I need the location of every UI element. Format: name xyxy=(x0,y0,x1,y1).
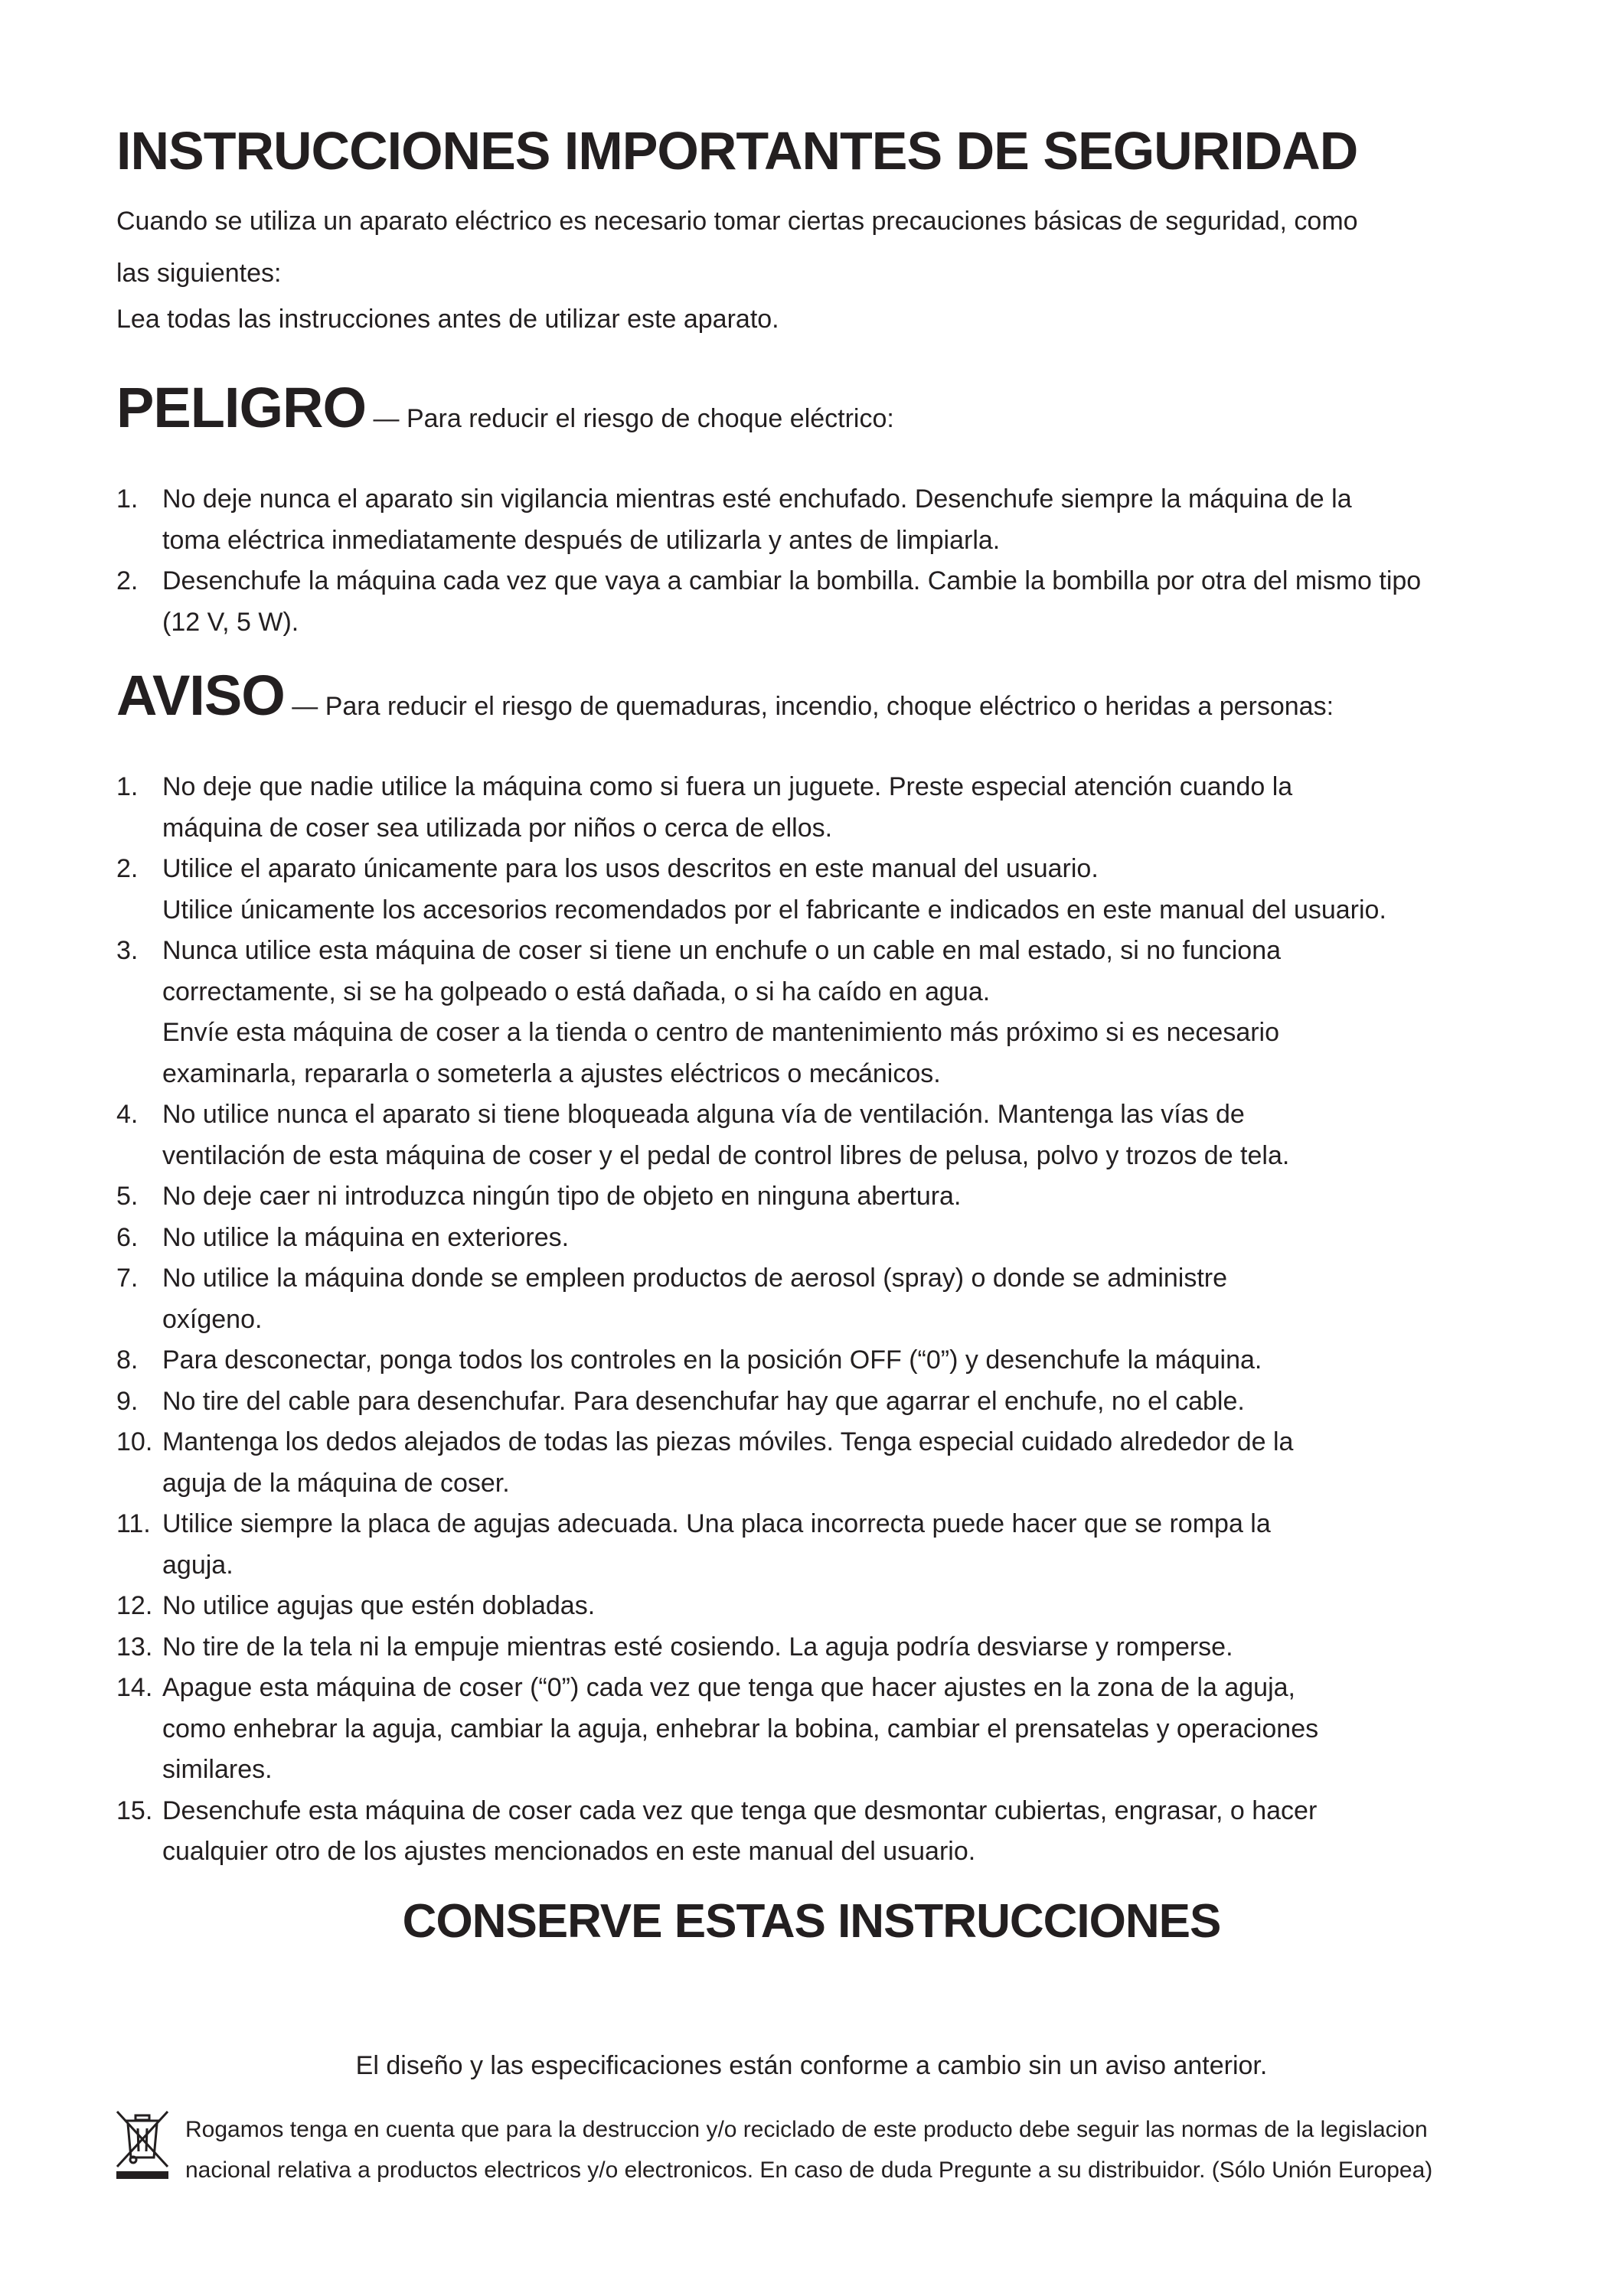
list-item-text: aguja de la máquina de coser. xyxy=(162,1468,510,1498)
list-item-text: máquina de coser sea utilizada por niños o cerca de ellos. xyxy=(162,813,833,843)
list-item xyxy=(0,1504,1386,1586)
list-item-text: No deje nunca el aparato sin vigilancia mientras esté enchufado. Desenchufe siempre la máquina de la xyxy=(162,484,1352,514)
disposal-notice xyxy=(185,2109,1432,2190)
warning-list xyxy=(0,767,1386,1873)
list-item-text: como enhebrar la aguja, cambiar la aguja, enhebrar la bobina, cambiar el prensatelas y operaciones xyxy=(162,1714,1319,1743)
list-item-number: 1. xyxy=(116,772,139,801)
list-item-number: 3. xyxy=(116,936,139,965)
list-item xyxy=(0,1340,1386,1381)
list-item-number: 9. xyxy=(116,1386,139,1416)
list-item xyxy=(0,1218,1386,1259)
list-item xyxy=(0,849,1386,931)
list-item-number: 10. xyxy=(116,1427,153,1456)
list-item-text: No tire del cable para desenchufar. Para desenchufar hay que agarrar el enchufe, no el cable. xyxy=(162,1386,1245,1416)
list-item xyxy=(0,1176,1386,1218)
list-item-text: Desenchufe esta máquina de coser cada vez que tenga que desmontar cubiertas, engrasar, o hacer xyxy=(162,1795,1318,1825)
list-item-text: oxígeno. xyxy=(162,1304,263,1334)
list-item-number: 12. xyxy=(116,1591,153,1620)
list-item-text: No utilice agujas que estén dobladas. xyxy=(162,1591,596,1620)
list-item xyxy=(0,767,1386,849)
list-item-number: 6. xyxy=(116,1222,139,1252)
list-item-number: 2. xyxy=(116,854,139,883)
list-item-text: examinarla, repararla o someterla a ajustes eléctricos o mecánicos. xyxy=(162,1058,941,1088)
list-item-text: cualquier otro de los ajustes mencionados en este manual del usuario. xyxy=(162,1837,976,1866)
disposal-line-2: nacional relativa a productos electricos y/o electronicos. En caso de duda Pregunte a su distribuidor. (Sólo Unión Europea) xyxy=(185,2157,1433,2183)
warning-subtitle: — Para reducir el riesgo de quemaduras, incendio, choque eléctrico o heridas a personas: xyxy=(284,692,1334,721)
list-item-text: Apague esta máquina de coser (“0”) cada vez que tenga que hacer ajustes en la zona de la aguja, xyxy=(162,1673,1295,1702)
intro-line-2: las siguientes: xyxy=(116,259,282,288)
list-item-number: 1. xyxy=(116,484,139,514)
page-title: INSTRUCCIONES IMPORTANTES DE SEGURIDAD xyxy=(116,121,1358,181)
spec-note: El diseño y las especificaciones están conforme a cambio sin un aviso anterior. xyxy=(355,2051,1268,2080)
list-item-text: Para desconectar, ponga todos los controles en la posición OFF (“0”) y desenchufe la máquina. xyxy=(162,1345,1262,1375)
disposal-line-1: Rogamos tenga en cuenta que para la destruccion y/o reciclado de este producto debe seguir las normas de la legislacion xyxy=(185,2117,1428,2142)
list-item-number: 4. xyxy=(116,1100,139,1129)
list-item-text: No utilice nunca el aparato si tiene bloqueada alguna vía de ventilación. Mantenga las vías de xyxy=(162,1100,1245,1129)
list-item-text: Utilice el aparato únicamente para los usos descritos en este manual del usuario. xyxy=(162,854,1099,883)
list-item-number: 15. xyxy=(116,1795,153,1825)
warning-heading-row xyxy=(116,664,1334,727)
danger-list xyxy=(0,479,1421,643)
list-item-number: 11. xyxy=(116,1509,151,1538)
list-item-text: Desenchufe la máquina cada vez que vaya a cambiar la bombilla. Cambie la bombilla por otra del mismo tipo xyxy=(162,566,1422,595)
list-item-text: Utilice siempre la placa de agujas adecuada. Una placa incorrecta puede hacer que se rompa la xyxy=(162,1509,1271,1538)
list-item-text: No utilice la máquina donde se empleen productos de aerosol (spray) o donde se administre xyxy=(162,1264,1228,1293)
list-item xyxy=(0,1586,1386,1627)
list-item-text: No utilice la máquina en exteriores. xyxy=(162,1222,570,1252)
intro-line-3: Lea todas las instrucciones antes de utilizar este aparato. xyxy=(116,305,779,334)
list-item xyxy=(0,1668,1386,1791)
list-item-text: Utilice únicamente los accesorios recomendados por el fabricante e indicados en este manual del usuario. xyxy=(162,895,1386,925)
danger-heading-row xyxy=(116,376,894,439)
list-item-text: toma eléctrica inmediatamente después de utilizarla y antes de limpiarla. xyxy=(162,525,1001,555)
list-item-text: No tire de la tela ni la empuje mientras esté cosiendo. La aguja podría desviarse y romperse. xyxy=(162,1632,1233,1662)
list-item-text: aguja. xyxy=(162,1550,233,1580)
list-item xyxy=(0,1381,1386,1423)
list-item xyxy=(0,561,1421,643)
list-item-text: correctamente, si se ha golpeado o está dañada, o si ha caído en agua. xyxy=(162,977,991,1006)
list-item-number: 13. xyxy=(116,1632,153,1662)
warning-heading: AVISO xyxy=(116,664,285,727)
list-item-text: ventilación de esta máquina de coser y el pedal de control libres de pelusa, polvo y trozos de tela. xyxy=(162,1140,1290,1170)
list-item xyxy=(0,1422,1386,1504)
list-item xyxy=(0,1258,1386,1340)
danger-subtitle: — Para reducir el riesgo de choque eléctrico: xyxy=(366,404,894,433)
list-item-text: Mantenga los dedos alejados de todas las piezas móviles. Tenga especial cuidado alrededor de la xyxy=(162,1427,1294,1456)
list-item-number: 7. xyxy=(116,1264,139,1293)
list-item-text: Envíe esta máquina de coser a la tienda o centro de mantenimiento más próximo si es necesario xyxy=(162,1018,1280,1047)
list-item xyxy=(0,1627,1386,1668)
list-item-text: No deje caer ni introduzca ningún tipo de objeto en ninguna abertura. xyxy=(162,1182,962,1211)
conserve-heading: CONSERVE ESTAS INSTRUCCIONES xyxy=(402,1895,1221,1948)
list-item-number: 5. xyxy=(116,1182,139,1211)
list-item-text: No deje que nadie utilice la máquina como si fuera un juguete. Preste especial atención cuando la xyxy=(162,772,1293,801)
danger-heading: PELIGRO xyxy=(116,376,367,439)
list-item-number: 8. xyxy=(116,1345,139,1375)
list-item-number: 2. xyxy=(116,566,139,595)
list-item-text: (12 V, 5 W). xyxy=(162,607,299,637)
list-item-text: Nunca utilice esta máquina de coser si tiene un enchufe o un cable en mal estado, si no funciona xyxy=(162,936,1282,965)
list-item-text: similares. xyxy=(162,1755,273,1784)
list-item-number: 14. xyxy=(116,1673,153,1702)
list-item xyxy=(0,1094,1386,1176)
list-item xyxy=(0,1791,1386,1873)
crossed-out-wheelie-bin-icon xyxy=(115,2108,170,2182)
intro-line-1: Cuando se utiliza un aparato eléctrico es necesario tomar ciertas precauciones básicas de seguridad, como xyxy=(116,207,1358,236)
list-item xyxy=(0,931,1386,1094)
list-item xyxy=(0,479,1421,561)
